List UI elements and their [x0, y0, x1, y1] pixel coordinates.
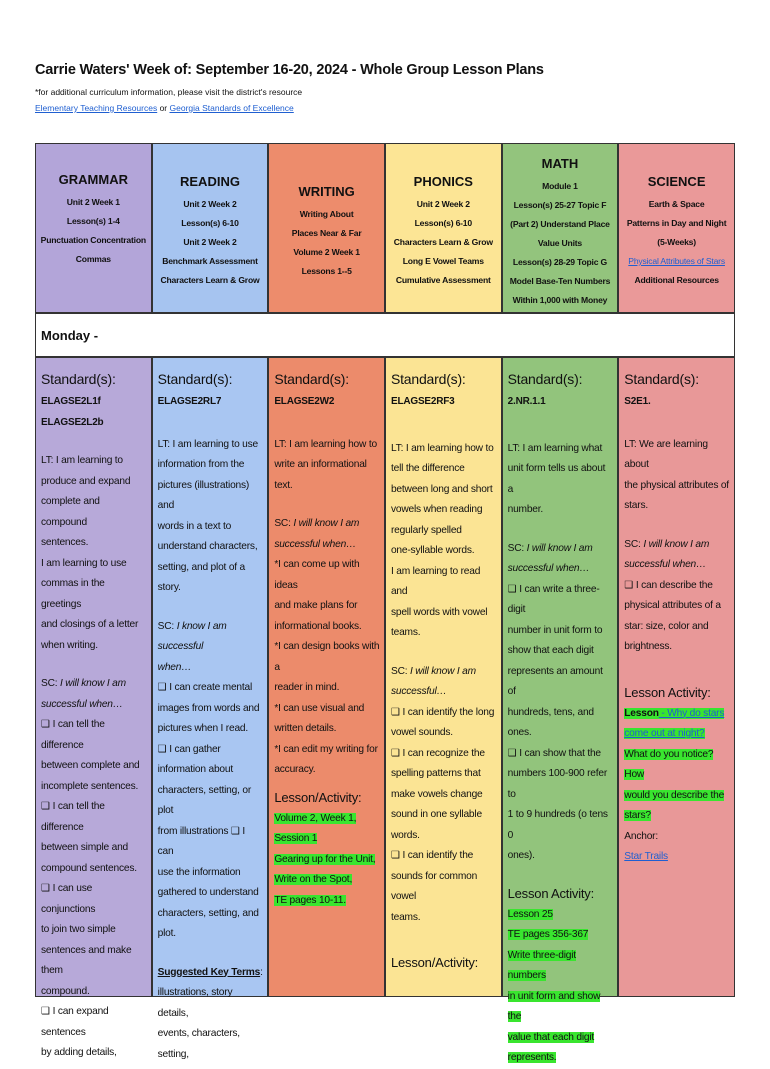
header-line: Patterns in Day and Night	[626, 218, 727, 228]
standard-code: ELAGSE2L1f	[41, 396, 101, 407]
sc-item: from illustrations ❑ I can	[157, 825, 246, 857]
activity-line: Volume 2, Week 1,	[274, 812, 357, 824]
phonics-cell	[385, 357, 502, 997]
standard-code: ELAGSE2W2	[274, 396, 335, 407]
lt-line: commas in the greetings	[41, 578, 105, 610]
lt-line: spell words with vowel	[390, 606, 488, 618]
standard-label: Standard(s):	[390, 371, 466, 387]
links-separator: or	[157, 103, 170, 113]
standard-code: S2E1.	[624, 396, 651, 407]
sc-item: *I can come up with ideas	[274, 559, 360, 591]
sc-item: characters, setting, and	[157, 907, 259, 919]
sc-line	[41, 674, 147, 695]
lt-line: LT: I am learning what	[507, 442, 603, 454]
page-title: Carrie Waters' Week of: September 16-20, 2024 - Whole Group Lesson Plans	[35, 62, 544, 78]
sc-item: ❑ I can identify the	[390, 850, 474, 861]
sc-text: successful when…	[507, 563, 590, 574]
header-line: (Part 2) Understand Place	[510, 219, 610, 229]
subject-name: WRITING	[298, 184, 355, 199]
lt-line: when writing.	[41, 639, 98, 651]
sc-item: vowel sounds.	[390, 727, 453, 738]
sc-item: information about	[157, 764, 233, 775]
sc-item: ❑ I can use conjunctions	[41, 883, 96, 915]
sc-item: reader in mind.	[274, 682, 340, 693]
sc-item: teams.	[390, 911, 421, 923]
resource-note: *for additional curriculum information, please visit the district's resource	[35, 87, 303, 97]
standard-label: Standard(s):	[41, 371, 116, 387]
header-line: Lesson(s) 1-4	[66, 216, 120, 226]
sc-item: characters, setting, or plot	[157, 784, 252, 816]
header-line: Writing About	[299, 209, 354, 219]
lt-line: produce and expand	[41, 475, 131, 487]
header-line: Lesson(s) 6-10	[414, 218, 472, 228]
activity-line: Write three-digit numbers	[507, 949, 576, 981]
anchor-label: Anchor:	[624, 830, 658, 842]
standard-code: ELAGSE2RL7	[157, 396, 222, 407]
physical-attributes-link[interactable]: Physical Attributes of Stars	[628, 256, 725, 266]
lt-line: understand characters,	[157, 541, 258, 552]
sc-text: I will know I am	[526, 542, 593, 554]
sc-text: successful when…	[41, 698, 123, 710]
header-line: Cumulative Assessment	[395, 275, 491, 285]
sc-item: compound.	[41, 985, 90, 997]
sc-label: SC:	[41, 678, 58, 689]
lesson-activity-label: Lesson/Activity:	[390, 955, 479, 970]
lt-line: LT: We are learning about	[624, 438, 708, 470]
activity-line: in unit form and show the	[507, 990, 601, 1022]
math-cell	[502, 357, 619, 1063]
sc-item: words.	[390, 829, 420, 841]
header-line: Lesson(s) 28-29 Topic G	[512, 257, 607, 267]
sc-item: and make plans for	[274, 600, 358, 611]
header-line: Characters Learn & Grow	[160, 275, 260, 285]
header-line: Volume 2 Week 1	[293, 247, 360, 257]
sc-item: ❑ I can write a three-digit	[507, 583, 600, 615]
header-line: Unit 2 Week 1	[66, 197, 120, 207]
lt-line: and closings of a letter	[41, 619, 139, 630]
sc-item: ❑ I can recognize the	[390, 747, 485, 759]
header-line: Value Units	[537, 238, 583, 248]
header-line: Lesson(s) 25-27 Topic F	[513, 200, 607, 210]
sc-line	[274, 514, 380, 535]
sc-item: use the information	[157, 866, 241, 878]
activity-line: represents.	[507, 1052, 557, 1063]
sc-item: hundreds, tens, and ones.	[507, 706, 594, 738]
sc-item: written details.	[274, 723, 337, 734]
sc-item: to join two simple	[41, 924, 116, 935]
sc-line	[158, 617, 264, 658]
sc-item: ❑ I can identify the long	[390, 706, 495, 718]
sc-item: by adding details,	[41, 1047, 117, 1058]
header-line: Unit 2 Week 2	[183, 237, 237, 247]
sc-line	[508, 539, 614, 560]
subject-name: GRAMMAR	[58, 172, 128, 187]
lt-line: the physical attributes of	[624, 479, 729, 491]
lt-line: number.	[507, 504, 544, 515]
lt-line: text.	[274, 479, 293, 491]
sc-item: make vowels change	[390, 788, 483, 800]
lt-line: stars.	[624, 500, 648, 511]
sc-label: SC:	[390, 665, 408, 677]
standard-code: 2.NR.1.1	[507, 396, 546, 407]
sc-item: physical attributes of a	[624, 600, 721, 611]
lt-line: sentences.	[41, 537, 89, 548]
sc-item: *I can use visual and	[274, 702, 365, 714]
header-grammar	[35, 143, 152, 313]
key-terms-text: illustrations, story details,	[157, 987, 233, 1019]
sc-text: successful when…	[624, 559, 707, 570]
header-writing	[268, 143, 385, 313]
header-line: Unit 2 Week 2	[183, 199, 237, 209]
sc-item: numbers 100-900 refer to	[507, 768, 608, 800]
header-line: (5-Weeks)	[657, 237, 696, 247]
why-stars-link[interactable]: - Why do stars	[658, 707, 725, 719]
lesson-activity-label: Lesson Activity:	[624, 684, 711, 700]
activity-line: value that each digit	[507, 1031, 595, 1043]
lt-line: information from the	[157, 459, 245, 470]
sc-item: between complete and	[41, 760, 140, 771]
sc-item: sound in one syllable	[390, 809, 482, 820]
lt-line: vowels when reading	[390, 504, 483, 515]
sc-item: gathered to understand	[157, 887, 259, 898]
header-line: Lessons 1--5	[301, 266, 352, 276]
activity-line: TE pages 356-367	[507, 929, 589, 940]
sc-line	[391, 662, 497, 683]
lt-line: regularly spelled	[390, 524, 462, 536]
sc-item: ❑ I can tell the difference	[41, 801, 105, 833]
lesson-plan-table	[35, 143, 735, 1063]
georgia-standards-link[interactable]: Georgia Standards of Excellence	[169, 103, 294, 113]
sc-item: *I can edit my writing for	[274, 743, 378, 755]
lt-line: tell the difference	[390, 463, 465, 474]
activity-line: Lesson 25	[507, 908, 553, 920]
header-line: Unit 2 Week 2	[416, 199, 470, 209]
header-line: Earth & Space	[648, 199, 705, 209]
header-line: Lesson(s) 6-10	[181, 218, 239, 228]
sc-item: incomplete sentences.	[41, 780, 139, 792]
sc-item: pictures when I read.	[157, 723, 249, 734]
lt-line: write an informational	[274, 459, 367, 470]
sc-text: I will know I am	[643, 538, 710, 550]
header-line: Additional Resources	[634, 275, 719, 285]
sc-text: I know I am successful	[157, 620, 227, 652]
standard-code: ELAGSE2L2b	[41, 416, 104, 428]
standard-label: Standard(s):	[274, 371, 349, 387]
lt-line: pictures (illustrations) and	[157, 479, 250, 511]
sc-label: SC:	[274, 518, 291, 529]
sc-item: ❑ I can gather	[157, 743, 221, 755]
sc-item: spelling patterns that	[390, 768, 481, 779]
header-line: Places Near & Far	[291, 228, 362, 238]
sc-label: SC:	[157, 620, 175, 632]
sc-item: compound sentences.	[41, 862, 137, 874]
day-row-label: Monday -	[35, 313, 735, 357]
sc-text: I will know I am	[410, 665, 476, 677]
sc-item: plot.	[157, 928, 176, 939]
activity-line: What do you notice? How	[624, 748, 714, 780]
elementary-resources-link[interactable]: Elementary Teaching Resources	[35, 103, 158, 113]
sc-item: *I can design books with a	[274, 641, 380, 673]
sc-item: between simple and	[41, 842, 129, 853]
sc-item: star: size, color and	[624, 620, 709, 632]
resource-links	[35, 103, 294, 113]
monday-row	[35, 357, 735, 1063]
sc-line	[624, 535, 730, 556]
lt-line: complete and compound	[41, 496, 100, 528]
sc-item: informational books.	[274, 620, 362, 632]
lt-line: I am learning to use	[41, 557, 127, 569]
lt-line: unit form tells us about a	[507, 463, 606, 495]
sc-item: represents an amount of	[507, 665, 603, 697]
grammar-cell	[35, 357, 152, 1058]
header-line: Module 1	[542, 181, 578, 191]
header-line: Benchmark Assessment	[162, 256, 258, 266]
key-terms-label: Suggested Key Terms	[157, 966, 261, 978]
subject-header-row	[35, 143, 735, 313]
sc-item: accuracy.	[274, 764, 316, 775]
activity-line: Session 1	[274, 833, 318, 844]
subject-name: SCIENCE	[647, 174, 706, 189]
activity-line: TE pages 10-11.	[274, 894, 346, 906]
activity-line: Gearing up for the Unit,	[274, 853, 376, 865]
header-line: Punctuation Concentration	[40, 235, 146, 245]
key-terms-text: events, characters, setting,	[157, 1028, 240, 1060]
sc-text: I will know I am	[293, 518, 360, 529]
sc-item: ❑ I can tell the difference	[41, 719, 105, 751]
lesson-activity-label: Lesson/Activity:	[274, 789, 362, 805]
header-line: Long E Vowel Teams	[402, 256, 484, 266]
subject-name: PHONICS	[413, 174, 473, 189]
sc-item: ❑ I can describe the	[624, 579, 713, 591]
standard-code: ELAGSE2RF3	[390, 396, 455, 407]
why-stars-link-cont[interactable]: come out at night?	[624, 728, 705, 739]
sc-item: number in unit form to	[507, 624, 603, 636]
header-line: Commas	[75, 254, 111, 264]
sc-item: brightness.	[624, 641, 672, 652]
standard-label: Standard(s):	[624, 371, 699, 387]
reading-cell	[152, 357, 269, 1060]
lesson-activity-label: Lesson Activity:	[507, 885, 595, 901]
header-phonics	[385, 143, 502, 313]
activity-line: would you describe the	[624, 789, 725, 801]
star-trails-link[interactable]: Star Trails	[624, 851, 668, 862]
sc-text: when…	[157, 661, 192, 673]
header-math	[502, 143, 619, 313]
sc-item: sounds for common vowel	[390, 870, 478, 902]
header-line: Within 1,000 with Money	[512, 295, 608, 305]
subject-name: MATH	[541, 156, 579, 171]
activity-line: Write on the Spot,	[274, 874, 353, 885]
lt-line: LT: I am learning how to	[390, 442, 494, 454]
sc-item: ❑ I can expand sentences	[41, 1006, 109, 1038]
sc-item: images from words and	[157, 702, 260, 714]
header-reading	[152, 143, 269, 313]
header-science	[618, 143, 735, 313]
lt-line: words in a text to	[157, 520, 232, 532]
sc-text: successful…	[390, 686, 447, 697]
science-cell	[618, 357, 735, 997]
lt-line: LT: I am learning how to	[274, 438, 377, 450]
standard-label: Standard(s):	[507, 371, 583, 387]
sc-item: ❑ I can create mental	[157, 682, 253, 693]
sc-item: ones).	[507, 850, 535, 861]
sc-item: sentences and make them	[41, 944, 132, 976]
sc-item: 1 to 9 hundreds (o tens 0	[507, 809, 608, 841]
key-terms-line: Suggested Key Terms:	[157, 966, 263, 978]
sc-label: SC:	[624, 538, 641, 550]
sc-item: ❑ I can show that the	[507, 747, 601, 759]
lesson-link-line	[624, 708, 724, 719]
sc-text: successful when…	[274, 538, 357, 550]
sc-text: I will know I am	[60, 678, 126, 689]
header-line: Model Base-Ten Numbers	[509, 276, 611, 286]
sc-label: SC:	[507, 542, 525, 554]
standard-label: Standard(s):	[157, 371, 233, 387]
lt-line: teams.	[390, 627, 421, 638]
lt-line: one-syllable words.	[390, 545, 475, 556]
lt-line: setting, and plot of a story.	[157, 561, 246, 593]
lt-line: LT: I am learning to use	[157, 438, 258, 450]
subject-name: READING	[180, 174, 240, 189]
sc-item: show that each digit	[507, 645, 594, 656]
header-line: Characters Learn & Grow	[393, 237, 493, 247]
lt-line: between long and short	[390, 483, 493, 495]
lesson-word: Lesson	[624, 707, 659, 719]
activity-line: stars?	[624, 810, 651, 821]
lt-line: I am learning to read and	[390, 565, 481, 597]
lt-line: LT: I am learning to	[41, 455, 123, 466]
writing-cell	[268, 357, 385, 997]
